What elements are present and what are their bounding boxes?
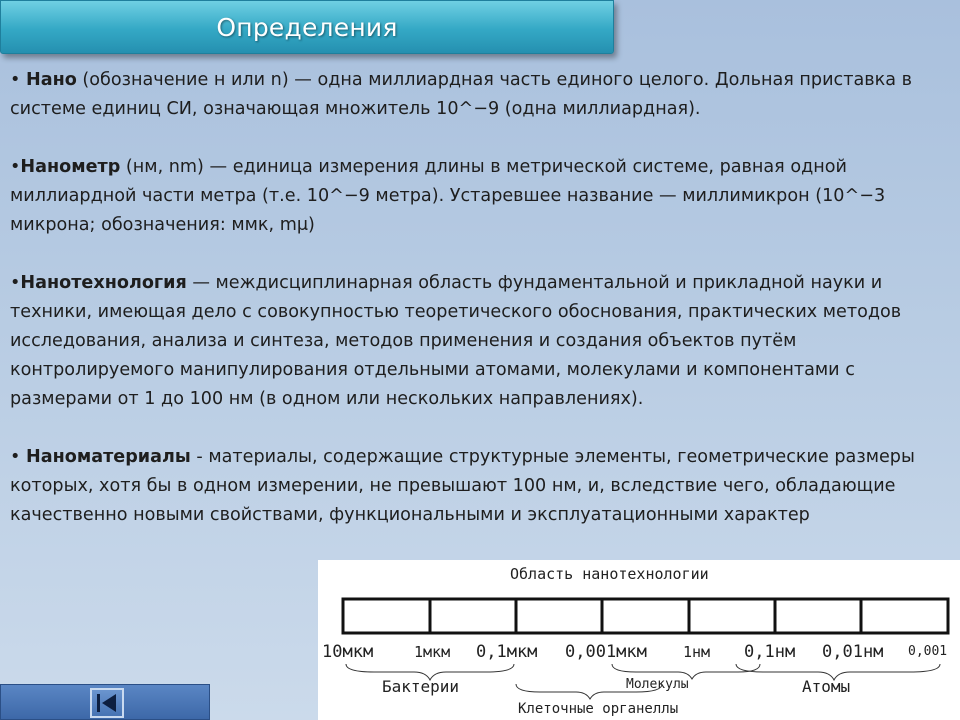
group-label: Атомы (802, 677, 851, 696)
bullet: • (10, 273, 21, 293)
first-slide-button[interactable] (90, 688, 124, 718)
definition-text: - материалы, содержащие структурные элементы, геометрические размеры которых, хотя бы в одном измерении, не превышают 100 нм, и, вследствие чего, обладающие качественно новыми свойствами, функциональными и эксплуатационными характер (10, 447, 915, 525)
title-banner (0, 0, 614, 54)
tick-label: 10мкм (322, 642, 374, 662)
nanotech-scale-figure (318, 560, 960, 720)
group-label: Клеточные органеллы (518, 701, 679, 717)
term-nanotechnology: Нанотехнология (20, 273, 187, 293)
tick-label: 0,1нм (744, 642, 796, 662)
group-label: Молекулы (626, 677, 689, 692)
slide-title: Определения (216, 12, 398, 42)
term-nanometer: Нанометр (20, 157, 121, 177)
definition-nanometer (10, 153, 930, 240)
definition-nanotechnology (10, 269, 930, 414)
definitions-list (10, 66, 930, 530)
definition-nano (10, 66, 930, 124)
tick-label: 1нм (683, 643, 711, 661)
first-slide-icon (96, 693, 118, 713)
group-label: Бактерии (382, 677, 460, 696)
bullet: • (10, 157, 21, 177)
tick-label: 1мкм (414, 643, 451, 661)
tick-label: 0,01нм (822, 642, 884, 662)
definition-text: (нм, nm) — единица измерения длины в метрической системе, равная одной миллиардной части метра (т.е. 10^−9 метра). Устаревшее название — миллимикрон (10^−3 микрона; обозначения: ммк, mμ) (10, 157, 886, 235)
term-nano: Нано (25, 70, 77, 90)
bullet: • (10, 70, 26, 90)
tick-label: 0,001мкм (565, 642, 647, 662)
tick-label: 0,001 (908, 644, 948, 659)
tick-label: 0,1мкм (476, 642, 538, 662)
definition-text: (обозначение н или n) — одна миллиардная часть единого целого. Дольная приставка в системе единиц СИ, означающая множитель 10^−9 (одна миллиардная). (10, 70, 912, 119)
scale-title: Область нанотехнологии (510, 565, 709, 583)
term-nanomaterials: Наноматериалы (25, 447, 191, 467)
scale-diagram (318, 560, 960, 720)
definition-text: — междисциплинарная область фундаментальной и прикладной науки и техники, имеющая дело с совокупностью теоретического обоснования, практических методов исследования, анализа и синтеза, методов применения и создания объектов путём контролируемого манипулирования отдельными атомами, молекулами и компонентами с размерами от 1 до 100 нм (в одном или нескольких направлениях). (10, 273, 902, 409)
bullet: • (10, 447, 26, 467)
definition-nanomaterials (10, 443, 930, 530)
scale-bar (343, 599, 948, 633)
